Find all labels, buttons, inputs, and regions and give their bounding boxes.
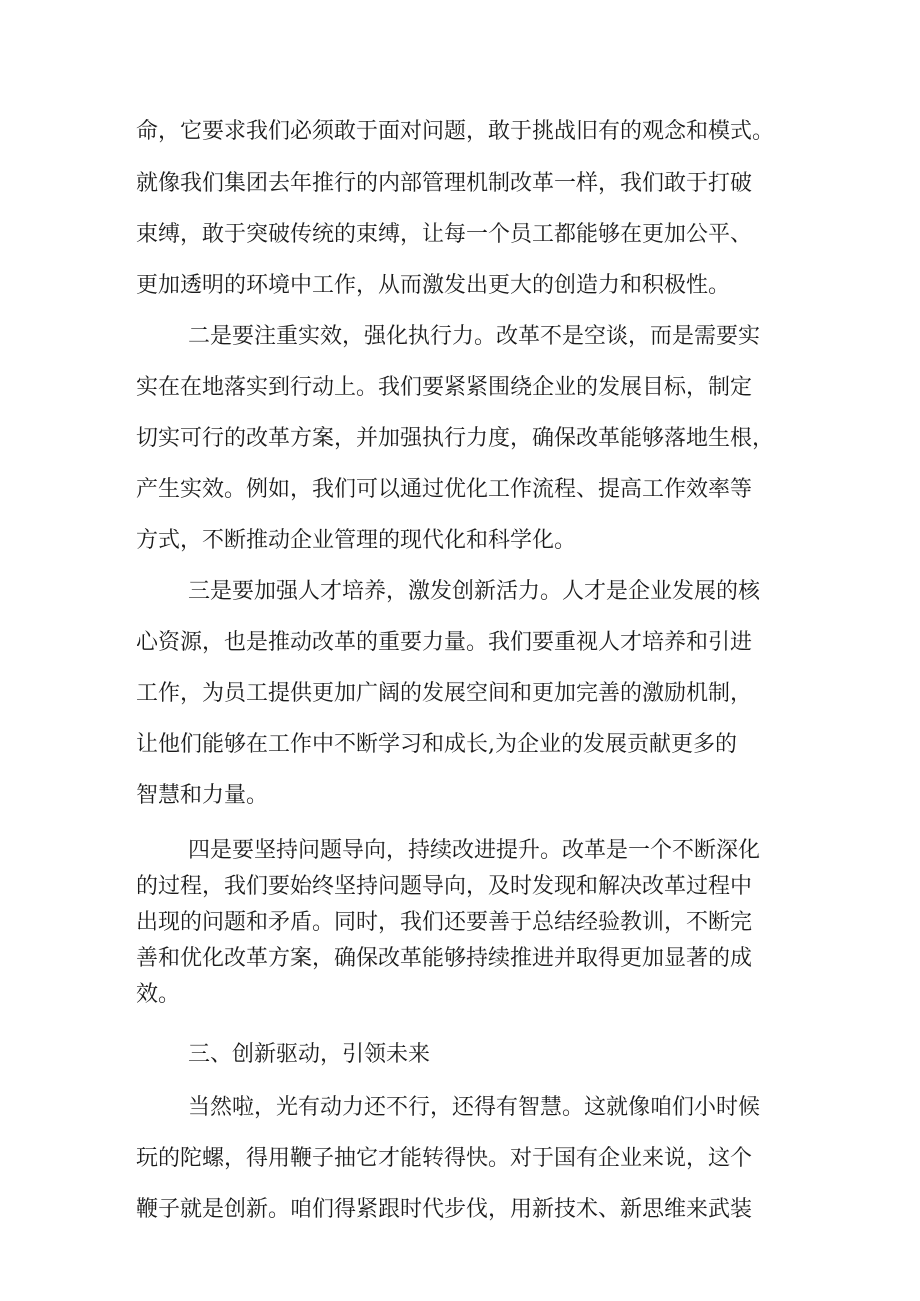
paragraph-two-first-line: 二是要注重实效，强化执行力。改革不是空谈，而是需要实 (188, 324, 761, 349)
text-line: 心资源，也是推动改革的重要力量。我们要重视人才培养和引进 (136, 630, 753, 655)
text-line: 方式，不断推动企业管理的现代化和科学化。 (136, 528, 577, 553)
text-line: 善和优化改革方案，确保改革能够持续推进并取得更加显著的成 (136, 946, 753, 971)
text-line: 鞭子就是创新。咱们得紧跟时代步伐，用新技术、新思维来武装 (136, 1197, 753, 1222)
text-line: 产生实效。例如，我们可以通过优化工作流程、提高工作效率等 (136, 477, 753, 502)
text-line: 出现的问题和矛盾。同时，我们还要善于总结经验教训，不断完 (136, 910, 753, 935)
text-line: 束缚，敢于突破传统的束缚，让每一个员工都能够在更加公平、 (136, 222, 753, 247)
text-line: 实在在地落实到行动上。我们要紧紧围绕企业的发展目标，制定 (136, 375, 753, 400)
paragraph-four-first-line: 四是要坚持问题导向，持续改进提升。改革是一个不断深化 (188, 838, 761, 863)
text-line: 智慧和力量。 (136, 783, 269, 808)
text-line: 就像我们集团去年推行的内部管理机制改革一样，我们敢于打破 (136, 171, 753, 196)
text-line: 切实可行的改革方案，并加强执行力度，确保改革能够落地生根， (136, 426, 775, 451)
paragraph-three-first-line: 三是要加强人才培养，激发创新活力。人才是企业发展的核 (188, 579, 761, 604)
text-line: 工作，为员工提供更加广阔的发展空间和更加完善的激励机制， (136, 681, 753, 706)
text-line: 玩的陀螺，得用鞭子抽它才能转得快。对于国有企业来说，这个 (136, 1146, 753, 1171)
text-line: 的过程，我们要始终坚持问题导向，及时发现和解决改革过程中 (136, 874, 753, 899)
text-line: 更加透明的环境中工作，从而激发出更大的创造力和积极性。 (136, 273, 731, 298)
paragraph-five-first-line: 当然啦，光有动力还不行，还得有智慧。这就像咱们小时候 (188, 1095, 761, 1120)
text-line: 效。 (136, 982, 181, 1007)
text-line: 让他们能够在工作中不断学习和成长,为企业的发展贡献更多的 (136, 732, 737, 757)
section-heading: 三、创新驱动，引领未来 (188, 1042, 431, 1067)
text-line: 命，它要求我们必须敢于面对问题，敢于挑战旧有的观念和模式。 (136, 119, 775, 144)
